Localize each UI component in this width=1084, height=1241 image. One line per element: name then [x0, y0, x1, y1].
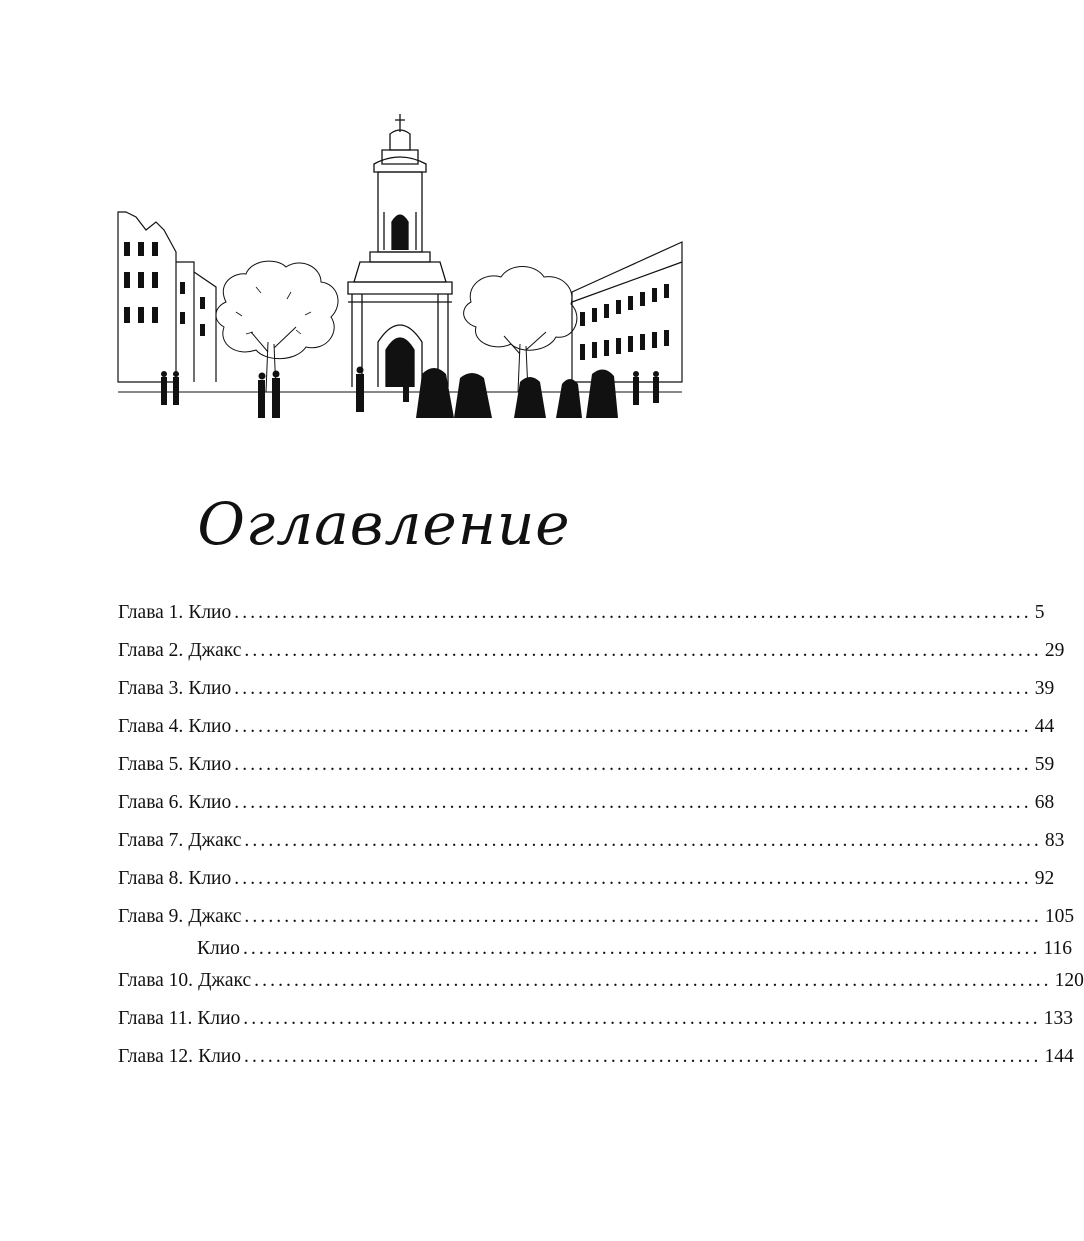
toc-leader-dots: ....................................................................................................	[244, 640, 1042, 661]
toc-chapter-name: Джакс	[188, 906, 242, 927]
toc-page-number: 5	[1034, 602, 1045, 623]
toc-chapter-number: Глава 8.	[118, 868, 184, 889]
toc-page-number: 92	[1034, 868, 1055, 889]
toc-entry[interactable]	[118, 1046, 1074, 1084]
campus-bell-tower-illustration	[116, 112, 684, 424]
toc-page-number: 120	[1054, 970, 1084, 991]
toc-page-number: 83	[1044, 830, 1065, 851]
toc-chapter-name: Клио	[188, 754, 232, 775]
toc-leader-dots: ....................................................................................................	[254, 970, 1052, 991]
toc-entry[interactable]	[118, 830, 1065, 868]
toc-chapter-number: Глава 11.	[118, 1008, 193, 1029]
toc-chapter-number: Глава 3.	[118, 678, 184, 699]
toc-page-number: 68	[1034, 792, 1055, 813]
toc-page-number: 29	[1044, 640, 1065, 661]
toc-chapter-number: Глава 7.	[118, 830, 184, 851]
toc-chapter-name: Клио	[197, 1008, 241, 1029]
toc-entry[interactable]	[118, 678, 1055, 716]
toc-leader-dots: ....................................................................................................	[234, 678, 1032, 699]
toc-chapter-name: Клио	[188, 868, 232, 889]
toc-leader-dots: ....................................................................................................	[242, 938, 1041, 959]
toc-chapter-name: Клио	[197, 938, 240, 959]
toc-page-number: 116	[1043, 938, 1072, 959]
toc-entry[interactable]	[118, 970, 1084, 1008]
toc-entry[interactable]	[118, 792, 1055, 830]
toc-entry[interactable]	[118, 640, 1065, 678]
toc-leader-dots: ....................................................................................................	[243, 1008, 1041, 1029]
toc-chapter-name: Клио	[198, 1046, 241, 1067]
toc-page-number: 59	[1034, 754, 1055, 775]
toc-entry[interactable]	[118, 716, 1055, 754]
toc-chapter-number: Глава 2.	[118, 640, 184, 661]
toc-page-number: 144	[1044, 1046, 1074, 1067]
toc-chapter-name: Клио	[188, 602, 232, 623]
toc-leader-dots: ....................................................................................................	[234, 602, 1032, 623]
toc-page-number: 133	[1043, 1008, 1074, 1029]
toc-chapter-name: Клио	[188, 792, 232, 813]
toc-entry[interactable]	[118, 754, 1055, 792]
toc-leader-dots: ....................................................................................................	[244, 906, 1042, 927]
toc-chapter-number: Глава 6.	[118, 792, 184, 813]
toc-leader-dots: ....................................................................................................	[234, 868, 1032, 889]
toc-leader-dots: ....................................................................................................	[234, 792, 1032, 813]
toc-title: Оглавление	[197, 490, 571, 558]
toc-chapter-number: Глава 1.	[118, 602, 184, 623]
toc-chapter-number: Глава 10.	[118, 970, 194, 991]
toc-entry[interactable]	[118, 1008, 1074, 1046]
toc-chapter-number: Глава 5.	[118, 754, 184, 775]
toc-page-number: 105	[1044, 906, 1075, 927]
toc-subentry[interactable]	[118, 938, 1072, 970]
toc-chapter-name: Джакс	[188, 830, 242, 851]
toc-chapter-name: Клио	[188, 716, 232, 737]
toc-chapter-number: Глава 4.	[118, 716, 184, 737]
toc-leader-dots: ....................................................................................................	[244, 1046, 1042, 1067]
toc-chapter-name: Джакс	[188, 640, 242, 661]
toc-chapter-number: Глава 9.	[118, 906, 184, 927]
toc-chapter-name: Клио	[188, 678, 232, 699]
toc-chapter-name: Джакс	[198, 970, 252, 991]
toc-page-number: 44	[1034, 716, 1055, 737]
table-of-contents	[118, 602, 1084, 1084]
toc-leader-dots: ....................................................................................................	[244, 830, 1042, 851]
toc-chapter-number: Глава 12.	[118, 1046, 194, 1067]
toc-entry[interactable]	[118, 602, 1045, 640]
toc-leader-dots: ....................................................................................................	[234, 716, 1032, 737]
toc-leader-dots: ....................................................................................................	[234, 754, 1032, 775]
toc-page-number: 39	[1034, 678, 1055, 699]
toc-entry[interactable]	[118, 868, 1055, 906]
